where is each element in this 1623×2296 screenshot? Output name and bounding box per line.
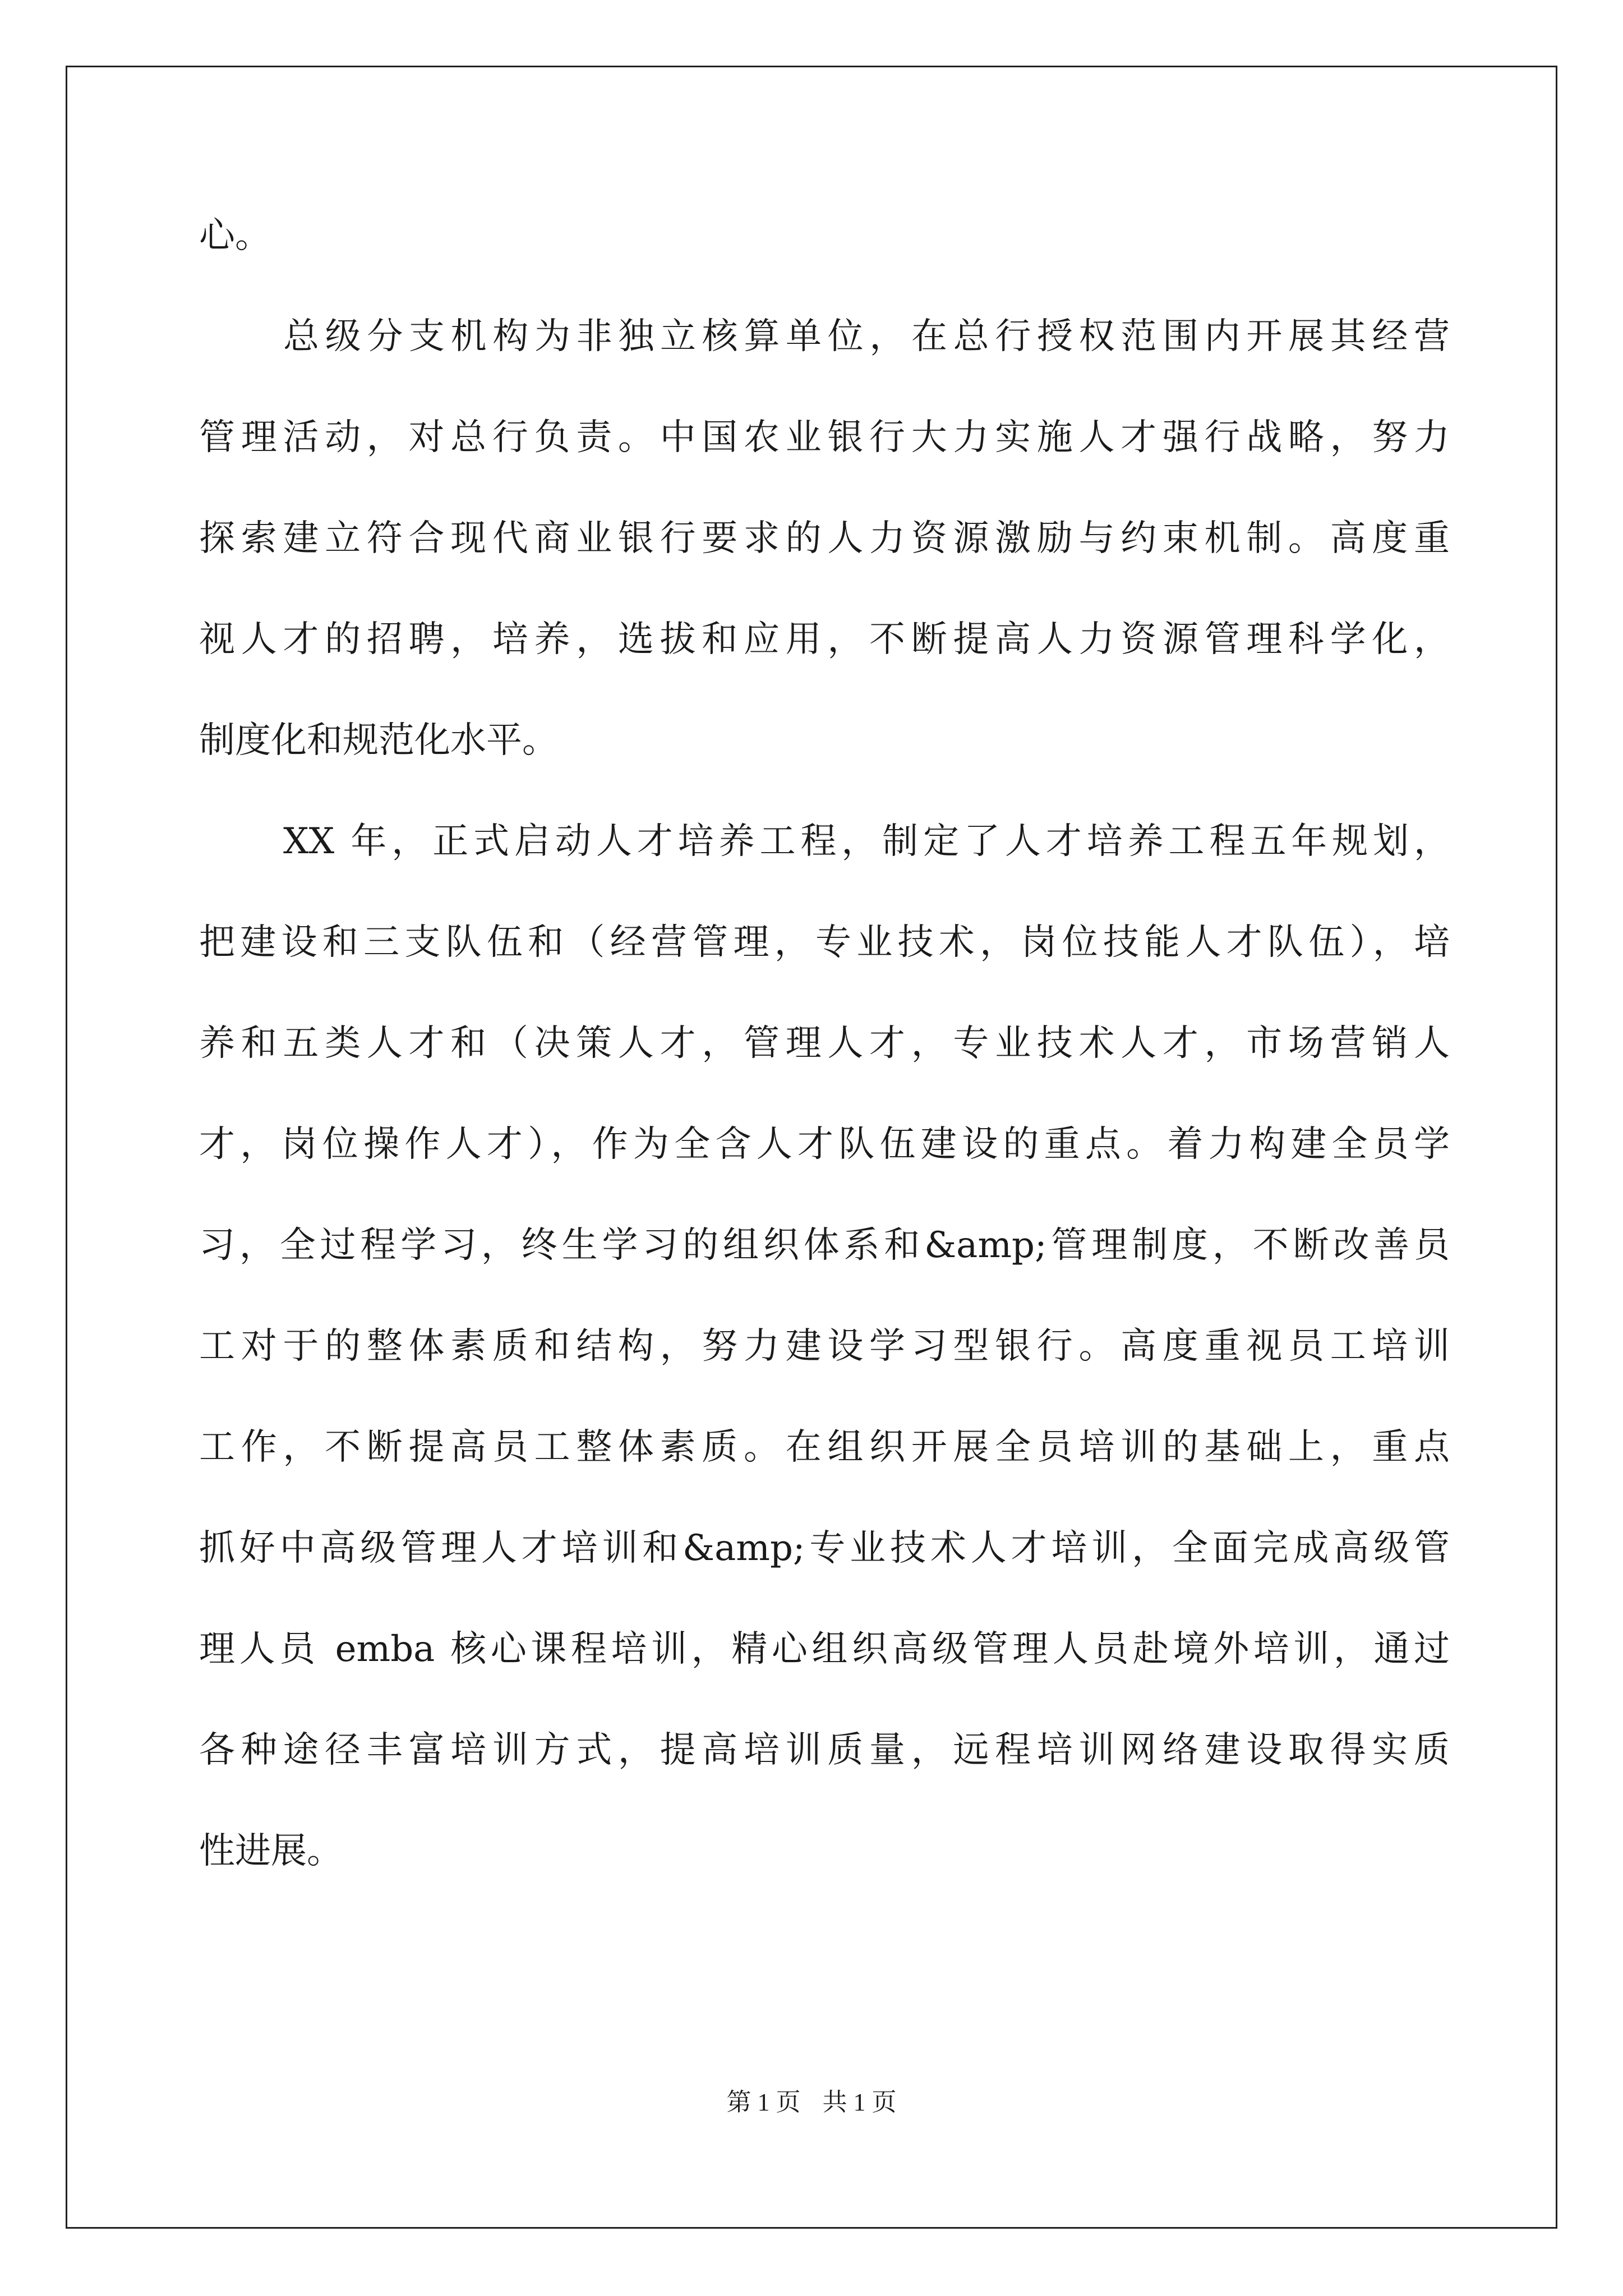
text-line: 心。 [199,215,271,256]
text-line: 性进展。 [199,1830,343,1872]
text-line: 制度化和规范化水平。 [199,720,558,761]
text-line: 各种途径丰富培训方式，提高培训质量，远程培训网络建设取得实质 [199,1729,1450,1771]
text-line: XX 年，正式启动人才培养工程，制定了人才培养工程五年规划， [283,821,1450,862]
text-line: 理人员 emba 核心课程培训，精心组织高级管理人员赴境外培训，通过 [199,1628,1450,1670]
text-line: 工对于的整体素质和结构，努力建设学习型银行。高度重视员工培训 [199,1326,1450,1367]
text-line: 把建设和三支队伍和（经营管理，专业技术，岗位技能人才队伍），培 [199,922,1450,963]
text-line: 习，全过程学习，终生学习的组织体系和&amp;管理制度，不断改善员 [199,1225,1450,1266]
text-line: 探索建立符合现代商业银行要求的人力资源激励与约束机制。高度重 [199,518,1450,559]
page-number-total: 共 1 页 [822,2088,897,2116]
text-line: 视人才的招聘，培养，选拔和应用，不断提高人力资源管理科学化， [199,619,1450,660]
text-line: 管理活动，对总行负责。中国农业银行大力实施人才强行战略，努力 [199,417,1450,458]
text-line: 养和五类人才和（决策人才，管理人才，专业技术人才，市场营销人 [199,1023,1450,1064]
text-line: 工作，不断提高员工整体素质。在组织开展全员培训的基础上，重点 [199,1427,1450,1468]
page-number-current: 第 1 页 [726,2088,801,2116]
text-line: 抓好中高级管理人才培训和&amp;专业技术人才培训，全面完成高级管 [199,1527,1450,1569]
text-line: 才，岗位操作人才），作为全含人才队伍建设的重点。着力构建全员学 [199,1124,1450,1165]
page-footer [0,2086,1623,2119]
text-line: 总级分支机构为非独立核算单位，在总行授权范围内开展其经营 [283,316,1450,357]
